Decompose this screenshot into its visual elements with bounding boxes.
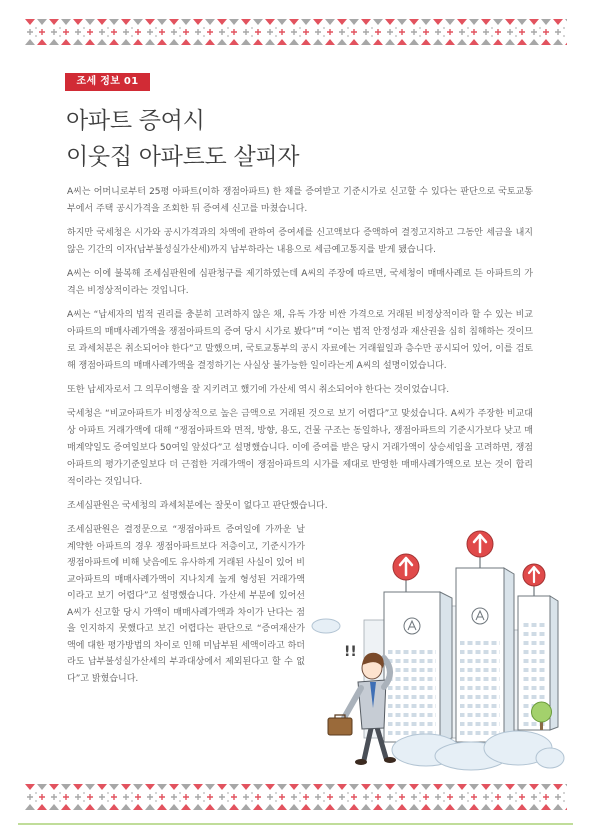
apartment-building-tall: [456, 531, 514, 742]
cloud: [312, 619, 340, 633]
building-side: [504, 568, 514, 742]
exclamation-marks: !!: [344, 644, 357, 660]
paragraph: A씨는 “납세자의 법적 권리를 충분히 고려하지 않은 채, 유독 가장 비싼 가격으로 거래된 비정상적이라 할 수 있는 비교아파트의 매매사례가액을 쟁점아파트의 증여 당시 시가로 봤다”며 “이는 법적 안정성과 재산권을 심히 침해하는 것이므로 과세처분은 취소되어야 한다”고 말했으며, 국토교통부의 공시 자료에는 거래월일과 층수만 공시되어 있어, 이를 검토해 쟁점아파트의 매매사례가액을 결정하기는 사실상 불가능한 일이라는게 A씨의 설명이었습니다.: [67, 310, 533, 371]
apartment-building-left: [384, 554, 452, 742]
top-decorative-border: [24, 18, 567, 46]
title-line-1: 아파트 증여시: [66, 108, 205, 134]
footer-line: [18, 823, 573, 825]
paragraph: 또한 납세자로서 그 의무이행을 잘 지키려고 했기에 가산세 역시 취소되어야 한다는 것이었습니다.: [67, 385, 450, 395]
businessman-shoe: [384, 757, 396, 763]
arrow-up-icon: [393, 554, 419, 580]
bottom-decorative-border: [24, 783, 567, 811]
briefcase-body: [328, 718, 352, 735]
paragraph: A씨는 어머니로부터 25평 아파트(이하 쟁점아파트) 한 채를 증여받고 기준시가로 신고할 수 있다는 판단으로 국토교통부에서 주택 공시가격을 조회한 뒤 증여세 신고를 마쳤습니다.: [67, 187, 533, 214]
businessman-shoe: [355, 759, 367, 765]
building-windows: [388, 646, 436, 738]
cloud: [536, 748, 564, 768]
paragraph: 국세청은 “비교아파트가 비정상적으로 높은 금액으로 거래된 것으로 보기 어렵다”고 맞섰습니다. A씨가 주장한 비교대상 아파트 거래가액에 대해 “쟁점아파트와 면적, 방향, 용도, 건물 구조는 동일하나, 쟁점아파트의 기준시가보다 낮고 매매계약일도 증여일보다 50여일 앞섰다”고 설명했습니다. 이에 증여를 받은 당시 거래가액이 상승세임을 고려하면, 쟁점아파트의 평가기준일보다 더 근접한 거래가액이 쟁점아파트의 시가를 제대로 반영한 매매사례가액으로 보는 것이 합리적이라는 것입니다.: [67, 409, 533, 487]
title-line-2: 이웃집 아파트도 살피자: [66, 144, 300, 170]
apartment-illustration: [306, 522, 566, 772]
paragraph: A씨는 이에 불복해 조세심판원에 심판청구를 제기하였는데 A씨의 주장에 따르면, 국세청이 매매사례로 든 아파트의 가격은 비정상적이라는 것입니다.: [67, 269, 533, 296]
tree-crown: [532, 702, 552, 722]
briefcase-icon: [328, 715, 352, 735]
businessman-arm: [344, 688, 361, 718]
paragraph: 하지만 국세청은 시가와 공시가격과의 차액에 관하여 증여세를 신고액보다 증액하여 결정고지하고 그동안 세금을 내지 않은 기간의 이자(납부불성실가산세)까지 납부하라는 내용으로 세금예고통지를 받게 됐습니다.: [67, 228, 533, 255]
bottom-pattern-strip: [24, 783, 567, 811]
paragraph: 조세심판원은 국세청의 과세처분에는 잘못이 없다고 판단했습니다.: [67, 501, 328, 511]
building-side: [440, 592, 452, 742]
arrow-up-icon: [523, 564, 545, 586]
building-windows: [460, 640, 500, 738]
section-label: 조세 정보 01: [65, 73, 150, 91]
page-title: [66, 103, 299, 175]
arrow-up-icon: [467, 531, 493, 557]
side-paragraph: 조세심판원은 결정문으로 “쟁점아파트 증여일에 가까운 날 계약한 아파트의 경우 쟁점아파트보다 저층이고, 기준시가가 쟁점아파트에 비해 낮음에도 유사하게 거래된 사실이 있어 비교아파트의 매매사례가액이 지나치게 높게 형성된 거래가액이라고 보기 어렵다”고 설명했습니다. 가산세 부분에 있어선 A씨가 신고할 당시 가액이 매매사례가액과 차이가 난다는 점을 인지하지 못했다고 보긴 어렵다는 판단으로 “증여재산가액에 대한 평가방법의 차이로 인해 미납부된 세액이라고 하더라도 납부불성실가산세의 부과대상에서 제외된다고 할 수 없다”고 밝혔습니다.: [67, 525, 305, 684]
top-pattern-strip: [24, 18, 567, 46]
